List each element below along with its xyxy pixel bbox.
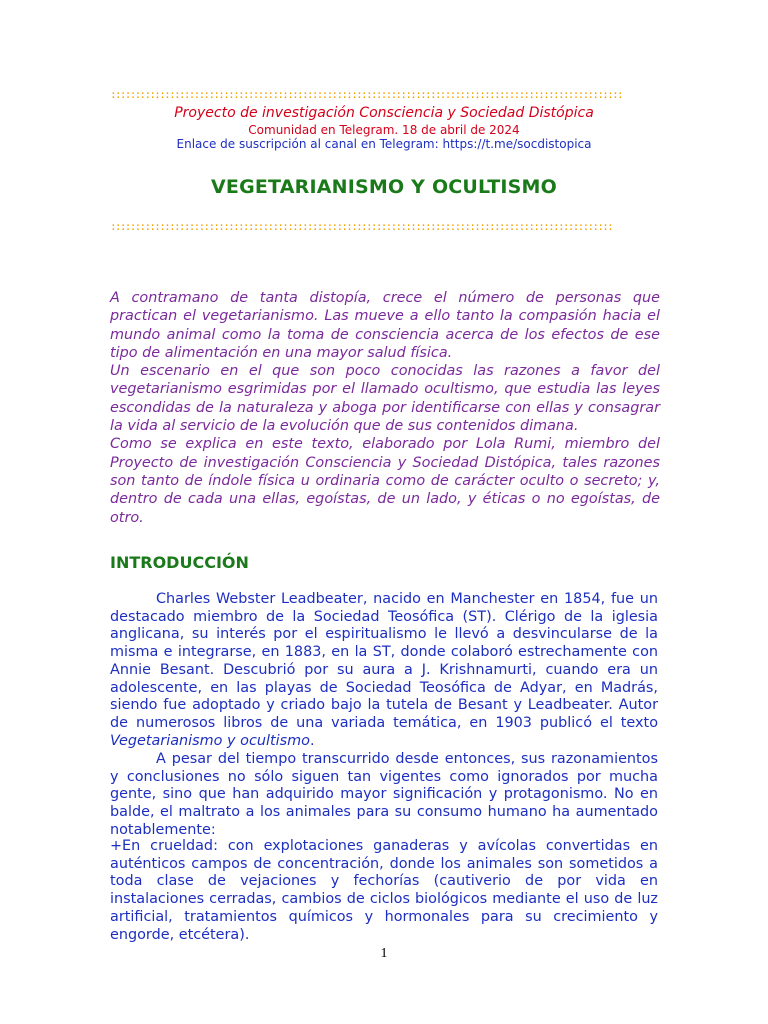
- book-title: Vegetarianismo y ocultismo: [110, 732, 310, 749]
- paragraph-end: .: [309, 732, 315, 749]
- abstract-paragraph: A contramano de tanta distopía, crece el número de personas que practican el vegetarianismo. Las mueve a ello tanto la compasión hacia el mundo animal como la toma de consciencia acerca de los efectos de ese tipo de alimentación en una mayor salud física.: [110, 290, 660, 361]
- dotted-divider-bottom: ::::::::::::::::::::::::::::::::::::::::::::::::::::::::::::::::::::::::::::::::::::::::::::::::::::::: [110, 220, 613, 233]
- page-number: 1: [380, 946, 388, 961]
- dotted-divider-top: ::::::::::::::::::::::::::::::::::::::::::::::::::::::::::::::::::::::::::::::::::::::::::::::::::::::::: [110, 88, 622, 101]
- telegram-link[interactable]: https://t.me/socdistopica: [442, 137, 592, 151]
- body-paragraph: [110, 591, 658, 750]
- body-paragraph: +En crueldad: con explotaciones ganaderas y avícolas convertidas en auténticos campos de concentración, donde los animales son sometidos a toda clase de vejaciones y fechorías (cautiverio de por vida en instalaciones cerradas, cambios de ciclos biológicos mediante el uso de luz artificial, tratamientos químicos y hormonales para su crecimiento y engorde, etcétera).: [110, 838, 658, 943]
- body-paragraph: A pesar del tiempo transcurrido desde entonces, sus razonamientos y conclusiones no sólo siguen tan vigentes como ignorados por mucha gente, sino que han adquirido mayor significación y protagonismo. No en balde, el maltrato a los animales para su consumo humano ha aumentado notablemente:: [110, 751, 658, 838]
- section-heading: INTRODUCCIÓN: [110, 553, 249, 572]
- abstract-paragraph: Como se explica en este texto, elaborado por Lola Rumi, miembro del Proyecto de investigación Consciencia y Sociedad Distópica, tales razones son tanto de índole física u ordinaria como de carácter oculto o secreto; y, dentro de cada una ellas, egoístas, de un lado, y éticas o no egoístas, de otro.: [110, 436, 660, 526]
- abstract: [110, 289, 660, 527]
- community-date: Comunidad en Telegram. 18 de abril de 2024: [248, 123, 520, 137]
- subscription-line: [0, 137, 768, 151]
- subscription-label: Enlace de suscripción al canal en Telegram:: [176, 137, 443, 151]
- document-title: VEGETARIANISMO Y OCULTISMO: [210, 176, 557, 198]
- project-name: Proyecto de investigación Consciencia y Sociedad Distópica: [174, 105, 594, 121]
- paragraph-text: Charles Webster Leadbeater, nacido en Manchester en 1854, fue un destacado miembro de la Sociedad Teosófica (ST). Clérigo de la iglesia anglicana, su interés por el espiritualismo le llevó a desvincularse de la misma e integrarse, en 1883, en la ST, donde colaboró estrechamente con Annie Besant. Descubrió por su aura a J. Krishnamurti, cuando era un adolescente, en las playas de Sociedad Teosófica de Adyar, en Madrás, siendo fue adoptado y criado bajo la tutela de Besant y Leadbeater. Autor de numerosos libros de una variada temática, en 1903 publicó el texto: [110, 591, 658, 731]
- abstract-paragraph: Un escenario en el que son poco conocidas las razones a favor del vegetarianismo esgrimidas por el llamado ocultismo, que estudia las leyes escondidas de la naturaleza y aboga por identificarse con ellas y consagrar la vida al servicio de la evolución que de sus contenidos dimana.: [110, 363, 660, 435]
